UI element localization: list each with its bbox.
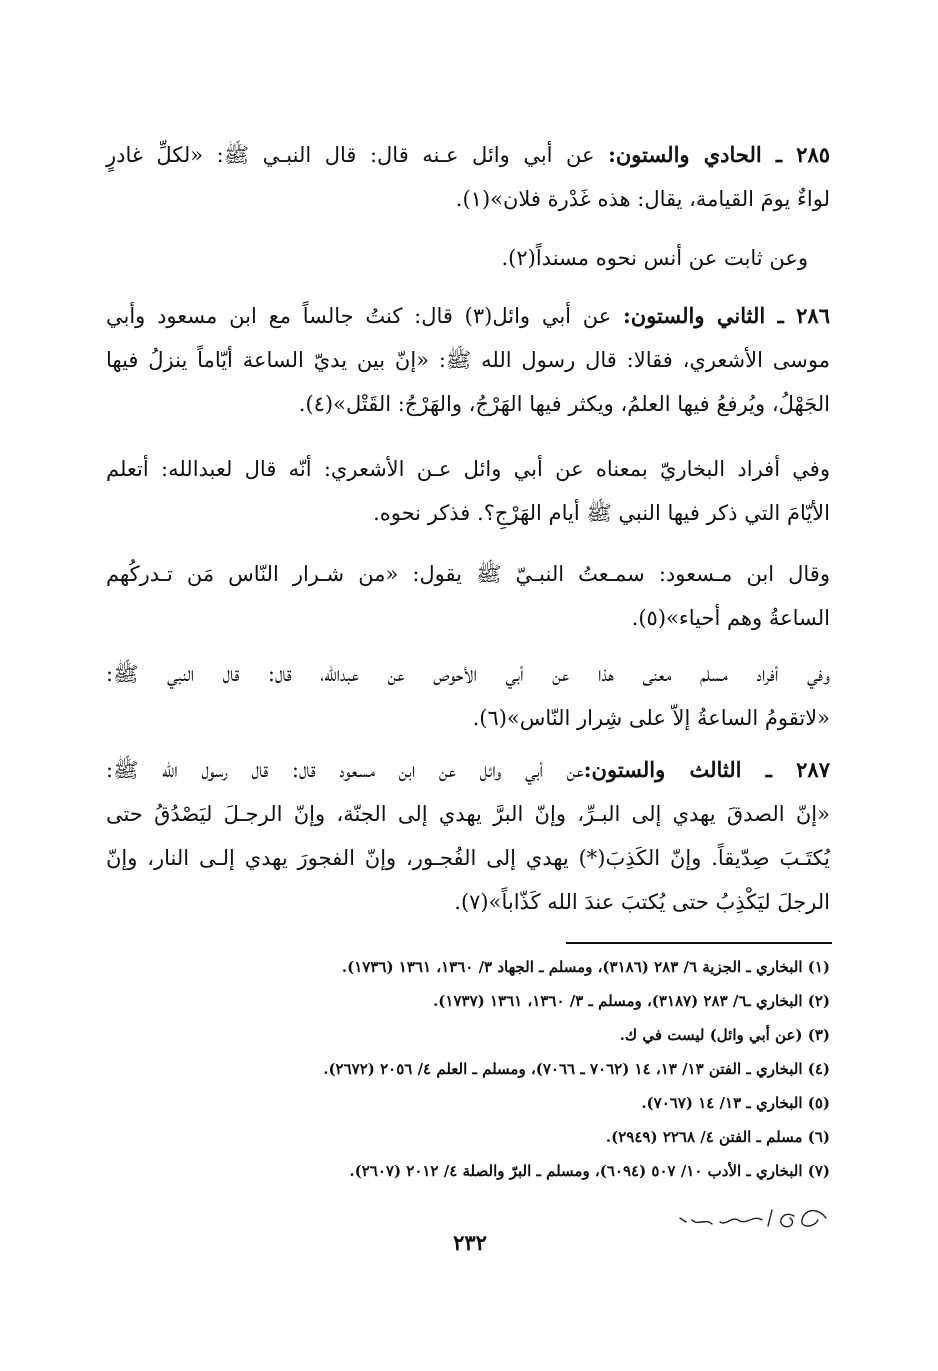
text-line xyxy=(106,792,830,836)
line-text: عن أبي وائل عـنه قال: قال النبـي ﷺ: «لكلِّ غادرٍ xyxy=(106,143,609,167)
narration-paragraph xyxy=(106,552,830,640)
line-text: عن أبي وائل عن ابن مسعود قال: قال رسول الله ﷺ: xyxy=(106,758,584,782)
hadith-heading: ٢٨٧ ـ الثالث والستون: xyxy=(583,757,830,782)
text-line xyxy=(106,836,830,880)
footnote-separator xyxy=(566,942,832,944)
line-text: وقال ابن مـسعود: سمـعتُ النبـيّ ﷺ يقول: «من شـرار النّاس مَن تـدركُهم xyxy=(106,562,830,586)
line-text: الأيّامَ التي ذكر فيها النبي ﷺ أيام الهَرْجِ؟. فذكر نحوه. xyxy=(373,501,830,525)
text-line xyxy=(84,236,808,280)
narration-paragraph xyxy=(84,236,808,280)
text-line xyxy=(106,552,830,596)
line-text: الساعةُ وهم أحياء»(٥). xyxy=(631,606,830,630)
text-line xyxy=(106,294,830,338)
text-line xyxy=(106,596,830,640)
footnote: (٤) البخاري ـ الفتن ١٣/ ١٣، ١٤ (٧٠٦٢ ـ ٧٠٦٦)، ومسلم ـ العلم ٤/ ٢٠٥٦ (٢٦٧٢). xyxy=(323,1060,830,1078)
text-line xyxy=(106,338,830,382)
line-text: وفي أفراد البخاريّ بمعناه عن أبي وائل عـن الأشعري: أنّه قال لعبدالله: أتعلم xyxy=(106,457,830,481)
line-text: «لاتقومُ الساعةُ إلاّ على شِرار النّاس»(٦). xyxy=(472,706,830,730)
hadith-heading: ٢٨٦ ـ الثاني والستون: xyxy=(623,303,830,328)
page-number: ٢٣٢ xyxy=(453,1230,487,1255)
text-line xyxy=(106,652,830,696)
hadith-287 xyxy=(106,748,830,924)
text-line xyxy=(106,491,830,535)
footnote: (٧) البخاري ـ الأدب ١٠/ ٥٠٧ (٦٠٩٤)، ومسلم ـ البرّ والصلة ٤/ ٢٠١٢ (٢٦٠٧). xyxy=(349,1162,830,1180)
footnote: (١) البخاري ـ الجزية ٦/ ٢٨٣ (٣١٨٦)، ومسلم ـ الجهاد ٣/ ١٣٦٠، ١٣٦١ (١٧٣٦). xyxy=(341,958,830,976)
line-text: لواءٌ يومَ القيامة، يقال: هذه غَدْرة فلان»(١). xyxy=(455,187,830,211)
line-text: وعن ثابت عن أنس نحوه مسنداً(٢). xyxy=(501,246,808,270)
text-line xyxy=(106,382,830,426)
hadith-285 xyxy=(106,133,830,221)
footnotes xyxy=(106,950,830,1188)
narration-paragraph xyxy=(106,652,830,740)
text-line xyxy=(106,696,830,740)
line-text: موسى الأشعري، فقالا: قال رسول الله ﷺ: «إنّ بين يديّ الساعة أيّاماً ينزلُ فيها xyxy=(106,348,830,372)
footnote: (٣) (عن أبي وائل) ليست في ك. xyxy=(619,1026,830,1044)
handwritten-annotation xyxy=(676,1196,836,1236)
text-line xyxy=(106,177,830,221)
line-text: وفي أفراد مسلم معنى هذا عن أبي الأحوص عن عبدالله، قال: قال النبي ﷺ: xyxy=(106,662,830,686)
footnote: (٢) البخاري ـ٦/ ٢٨٣ (٣١٨٧)، ومسلم ـ ٣/ ١٣٦٠، ١٣٦١ (١٧٣٧). xyxy=(433,992,830,1010)
hadith-heading: ٢٨٥ ـ الحادي والستون: xyxy=(608,142,831,167)
line-text: يُكتَـبَ صِدّيقاً. وإنّ الكَذِبَ(*) يهدي إلى الفُجـور، وإنّ الفجورَ يهدي إلـى النار، وإنّ xyxy=(106,846,830,870)
text-line xyxy=(106,447,830,491)
footnote: (٦) مسلم ـ الفتن ٤/ ٢٢٦٨ (٢٩٤٩). xyxy=(605,1128,830,1146)
text-line xyxy=(106,133,830,177)
line-text: الجَهْلُ، ويُرفعُ فيها العلمُ، ويكثر فيها الهَرْجُ، والهَرْجُ: القَتْل»(٤). xyxy=(298,392,830,416)
narration-paragraph xyxy=(106,447,830,535)
line-text: عن أبي وائل(٣) قال: كنتُ جالساً مع ابن مسعود وأبي xyxy=(106,304,624,328)
line-text: «إنّ الصدقَ يهدي إلى البـرِّ، وإنّ البرَّ يهدي إلى الجنّة، وإنّ الرجـلَ ليَصْدُقُ حتى xyxy=(106,802,830,826)
text-line xyxy=(106,880,830,924)
hadith-286 xyxy=(106,294,830,426)
footnote: (٥) البخاري ـ ١٣/ ١٤ (٧٠٦٧). xyxy=(641,1094,830,1112)
text-line xyxy=(106,748,830,792)
line-text: الرجلَ ليَكْذِبُ حتى يُكتبَ عندَ الله كَذّاباً»(٧). xyxy=(454,890,830,914)
